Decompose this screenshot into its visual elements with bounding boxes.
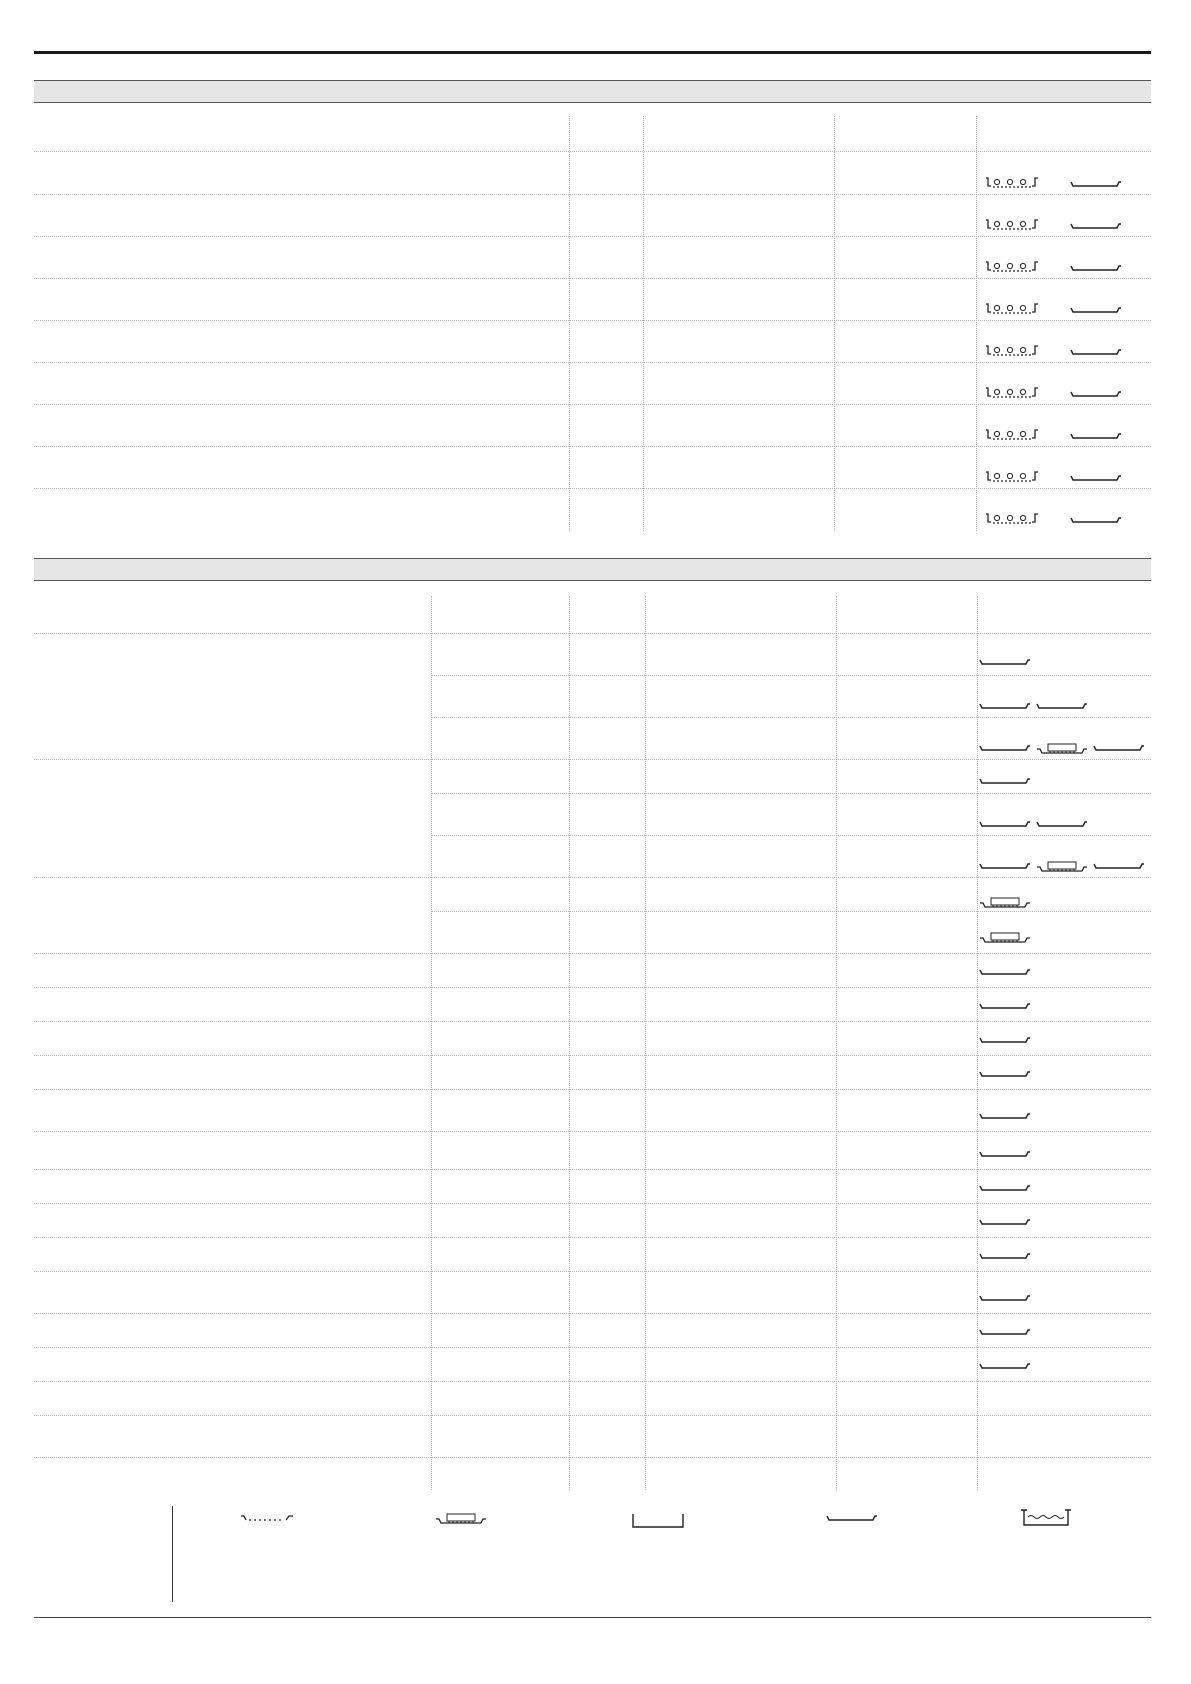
table-row-divider [34,278,1151,279]
column-divider [834,116,835,531]
shallow-tray-icon [1070,304,1122,316]
grill-pan-icon [985,386,1039,400]
table-row-divider [34,1457,1151,1458]
table-row-divider [34,446,1151,447]
shallow-tray-icon [979,1110,1031,1122]
shallow-tray-icon [979,1326,1031,1338]
wire-rack-on-tray-icon [1036,860,1090,874]
column-divider [836,596,837,1490]
shallow-tray-icon [979,1182,1031,1194]
shallow-tray-icon [979,1250,1031,1262]
table-row-divider [34,633,1151,634]
table-subrow-divider [431,793,1151,794]
grill-pan-icon [985,512,1039,526]
shallow-tray-icon [979,700,1031,712]
shallow-tray-icon [979,1148,1031,1160]
shallow-tray-icon [979,1216,1031,1228]
table-row-divider [34,151,1151,152]
column-divider [569,116,570,531]
column-divider [976,116,977,531]
shallow-tray-icon [979,1360,1031,1372]
top-rule [34,51,1151,54]
grill-pan-icon [985,176,1039,190]
table-row-divider [34,953,1151,954]
table-subrow-divider [431,835,1151,836]
grill-pan-icon [985,218,1039,232]
shallow-tray-icon [1070,472,1122,484]
table-row-divider [34,1381,1151,1382]
table-row-divider [34,1021,1151,1022]
table-row-divider [34,987,1151,988]
shallow-tray-icon [1070,388,1122,400]
table-row-divider [34,1313,1151,1314]
column-divider [431,596,432,1490]
wire-rack-on-tray-icon [979,931,1033,945]
table-row-divider [34,1237,1151,1238]
table-row-divider [34,1203,1151,1204]
table-subrow-divider [431,675,1151,676]
water-tray-icon [1020,1508,1074,1528]
shallow-tray-icon [1070,430,1122,442]
grill-pan-icon [985,428,1039,442]
wire-rack-on-tray-icon [1036,742,1090,756]
shallow-tray-icon [979,1292,1031,1304]
section-1-header-band [34,80,1151,103]
wire-rack-on-tray-icon [435,1512,489,1526]
shallow-tray-icon [979,1000,1031,1012]
shallow-tray-icon [979,966,1031,978]
legend-divider [172,1506,173,1602]
shallow-tray-icon [979,1034,1031,1046]
table-row-divider [34,404,1151,405]
table-subrow-divider [431,911,1151,912]
shallow-tray-icon [1070,514,1122,526]
table-row-divider [34,320,1151,321]
column-divider [977,596,978,1490]
table-row-divider [34,1347,1151,1348]
shallow-tray-icon [826,1512,878,1524]
column-divider [569,596,570,1490]
shallow-tray-icon [1036,700,1088,712]
table-row-divider [34,1089,1151,1090]
deep-tray-icon [631,1512,685,1530]
shallow-tray-icon [1093,860,1145,872]
table-row-divider [34,488,1151,489]
wire-shelf-icon [240,1512,294,1524]
section-2-header-band [34,558,1151,581]
table-row-divider [34,236,1151,237]
table-row-divider [34,877,1151,878]
shallow-tray-icon [979,742,1031,754]
grill-pan-icon [985,344,1039,358]
grill-pan-icon [985,470,1039,484]
shallow-tray-icon [1070,220,1122,232]
grill-pan-icon [985,260,1039,274]
shallow-tray-icon [979,1068,1031,1080]
column-divider [643,116,644,531]
shallow-tray-icon [979,775,1031,787]
table-row-divider [34,1055,1151,1056]
table-subrow-divider [431,717,1151,718]
shallow-tray-icon [1070,262,1122,274]
grill-pan-icon [985,302,1039,316]
column-divider [645,596,646,1490]
table-row-divider [34,759,1151,760]
table-row-divider [34,1415,1151,1416]
shallow-tray-icon [1070,178,1122,190]
bottom-rule [34,1617,1151,1618]
wire-rack-on-tray-icon [979,896,1033,910]
shallow-tray-icon [1093,742,1145,754]
shallow-tray-icon [979,656,1031,668]
table-row-divider [34,1169,1151,1170]
table-row-divider [34,1271,1151,1272]
shallow-tray-icon [979,860,1031,872]
shallow-tray-icon [1070,346,1122,358]
table-row-divider [34,1131,1151,1132]
table-row-divider [34,194,1151,195]
table-row-divider [34,362,1151,363]
shallow-tray-icon [1036,818,1088,830]
shallow-tray-icon [979,818,1031,830]
